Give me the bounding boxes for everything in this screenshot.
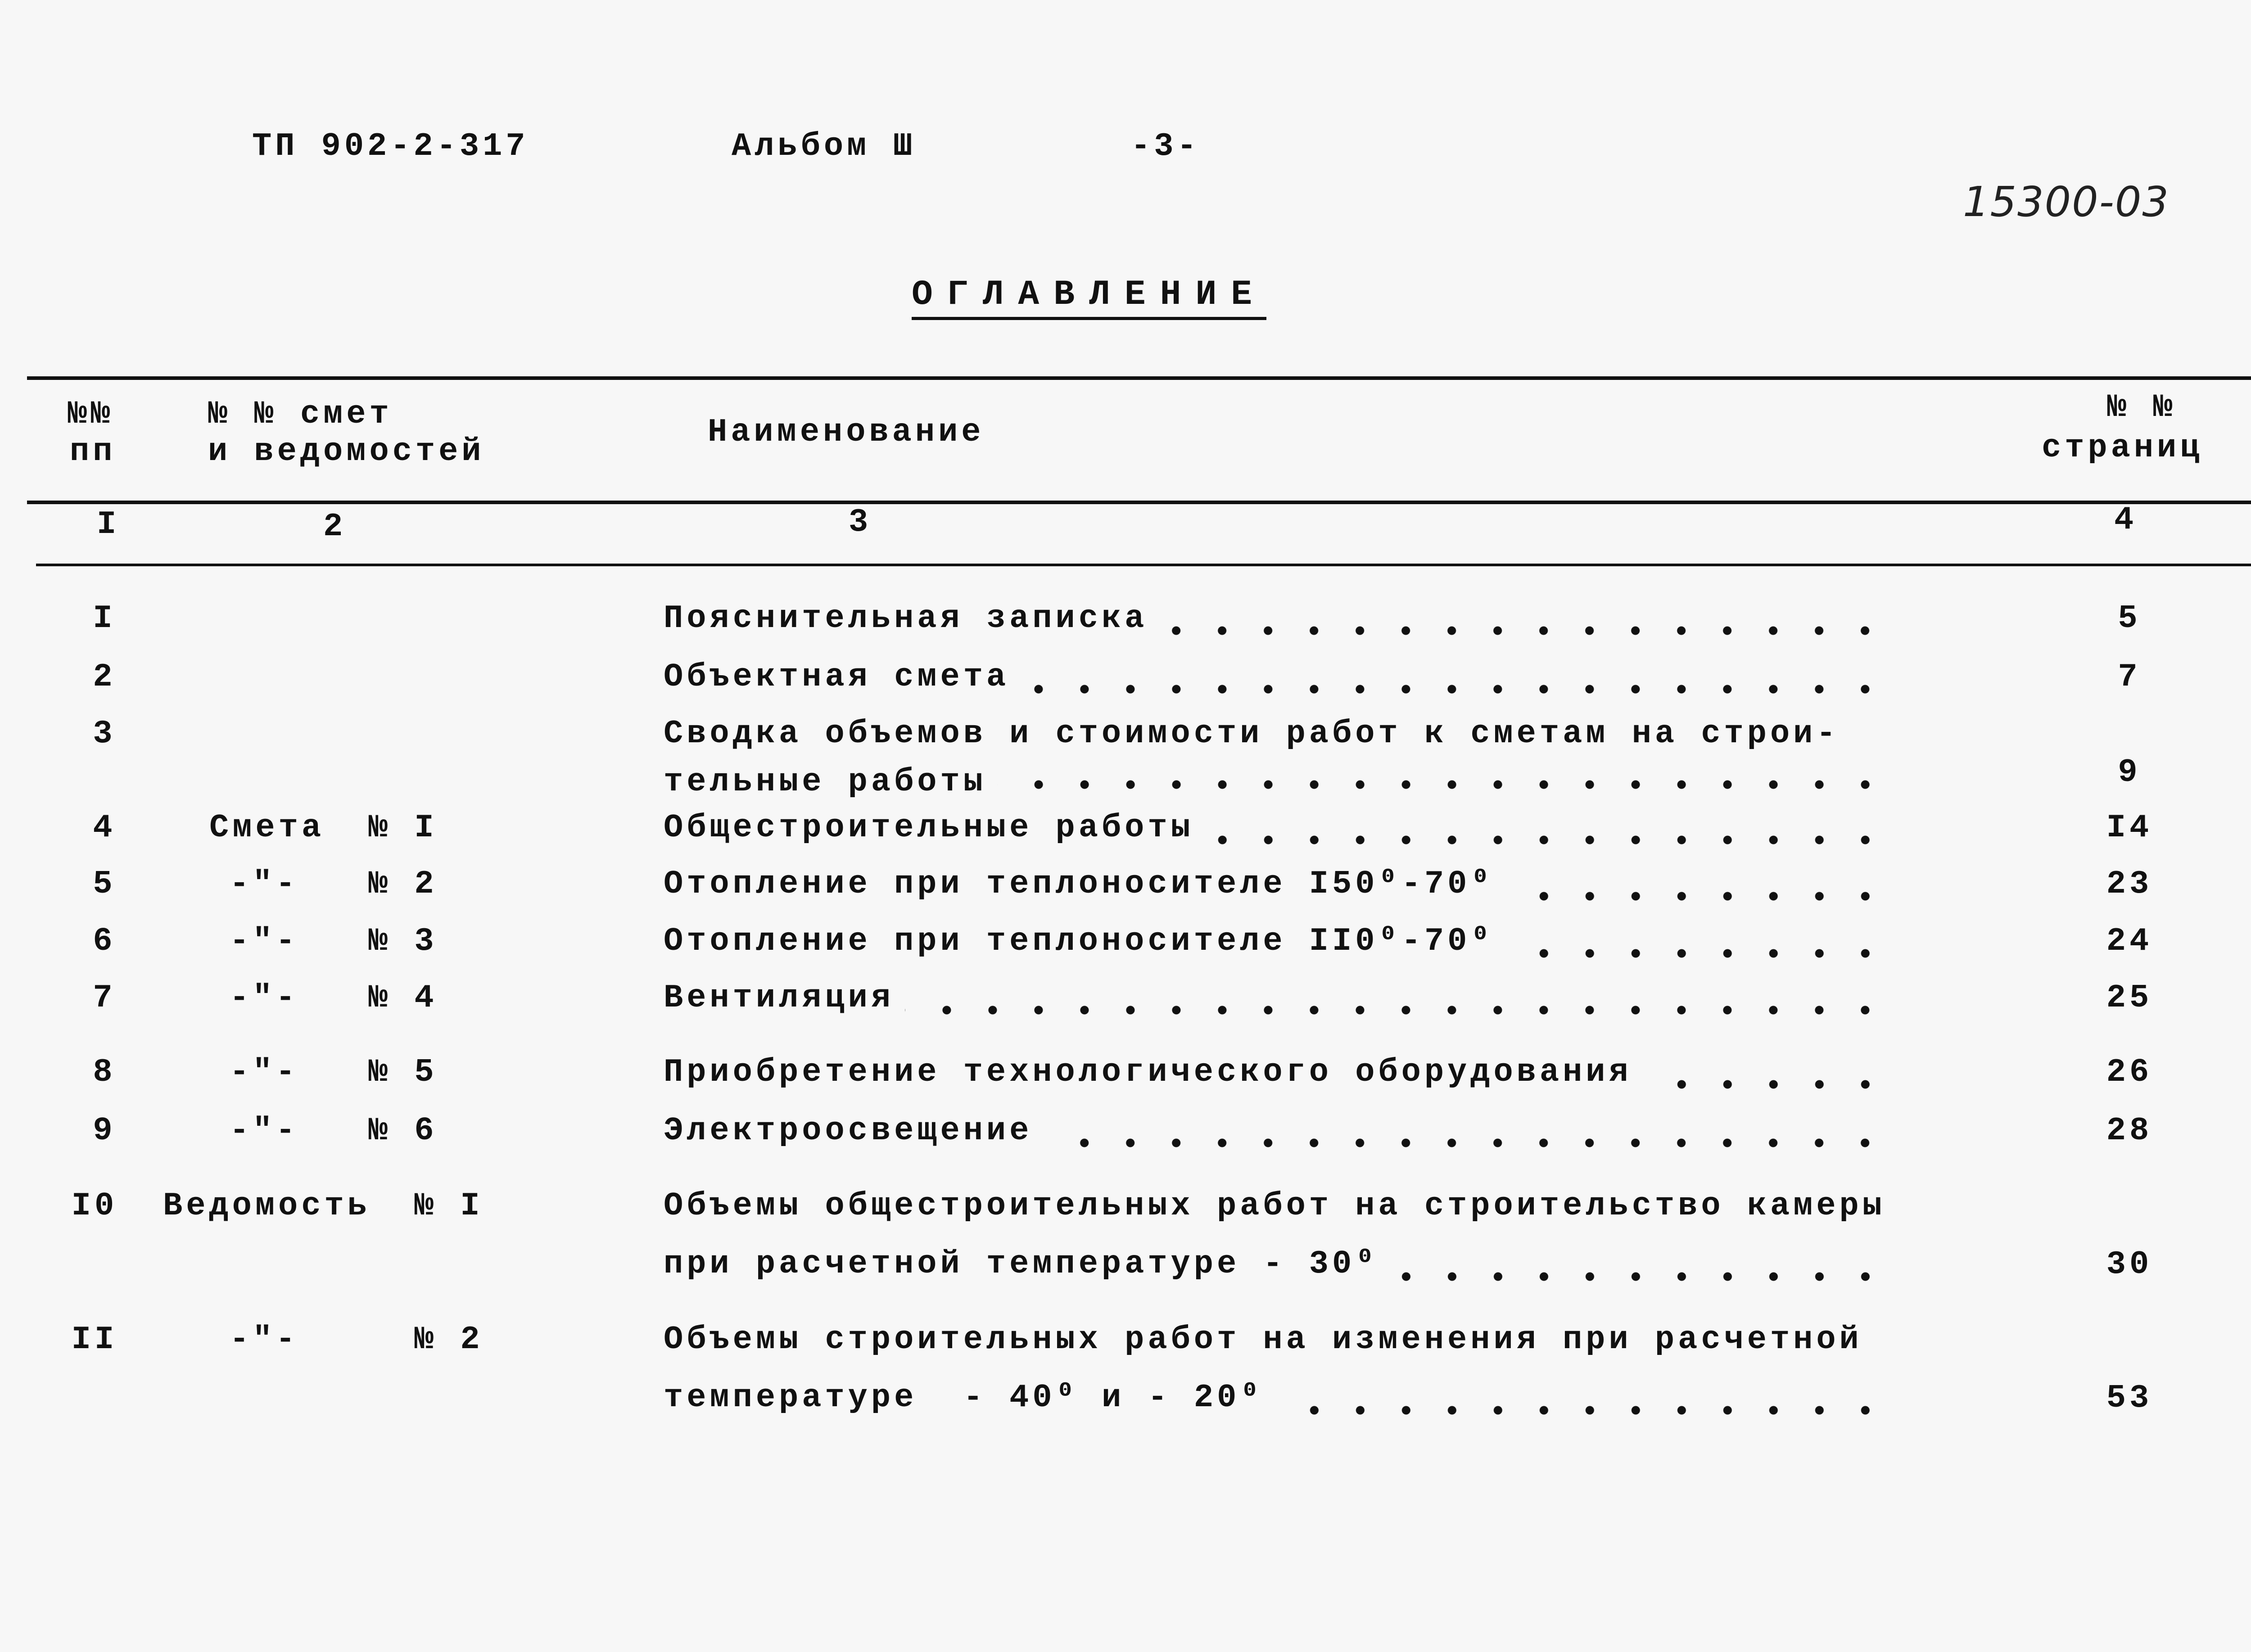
row-number: II [71,1321,118,1358]
project-code: ТП 902-2-317 [252,128,529,165]
row-name-line: при расчетной температуре - 30⁰ [664,1246,1379,1282]
row-doc-number: № 2 [414,1321,484,1358]
row-name-line: Вентиляция [664,979,895,1016]
row-number: I0 [71,1187,118,1224]
header-rule [27,501,2251,504]
col-header-docs-2: и ведомостей [208,433,485,470]
row-name-line: Отопление при теплоносителе II0⁰-70⁰ [664,923,1494,960]
toc-row [0,590,2251,637]
archive-number: 15300-03 [1963,178,2170,226]
row-name [664,590,1888,647]
page-number: -3- [1131,128,1200,165]
toc-row [0,1102,2251,1149]
row-number: 2 [93,659,116,695]
row-page: 7 [2118,659,2141,695]
row-page: 30 [2106,1246,2153,1283]
toc-row [0,799,2251,846]
row-doc-number: № I [368,809,438,846]
row-doc-type: Смета [209,809,325,846]
toc-row [0,648,2251,695]
row-number: 9 [93,1112,116,1149]
row-doc-type: -"- [230,866,299,903]
row-name [664,969,1888,1027]
toc-row [0,1043,2251,1091]
col-header-num-2: пп [70,433,116,470]
row-doc-number: № 2 [368,866,438,903]
row-page: 28 [2106,1112,2153,1149]
row-doc-type: -"- [230,979,299,1016]
table-top-rule [27,376,2251,380]
row-name-line: Отопление при теплоносителе I50⁰-70⁰ [664,866,1494,903]
toc-row [0,969,2251,1016]
row-doc-type: -"- [230,1054,299,1091]
dot-leader [997,778,1888,791]
dot-leader [1205,833,1888,847]
row-name [664,1043,1888,1101]
row-name [664,1311,1888,1427]
row-doc-type: Ведомость [163,1187,371,1224]
col-number-2: 2 [323,508,347,545]
row-number: 8 [93,1054,116,1091]
dot-leader [905,1003,1888,1017]
row-name-line: Электроосвещение [664,1112,1033,1149]
col-header-pages-1: № № [2107,389,2176,426]
row-number: 5 [93,866,116,903]
row-number: 3 [93,715,116,752]
row-name [664,799,1888,857]
row-doc-type: -"- [230,1112,299,1149]
row-name [664,1177,1888,1293]
col-header-docs-1: № № смет [208,396,393,433]
row-doc-type: -"- [230,1321,299,1358]
col-number-1: I [97,506,120,543]
row-name [664,705,1888,801]
dot-leader [1043,1136,1888,1150]
dot-leader [1389,1270,1888,1283]
row-name-line: Сводка объемов и стоимости работ к сметам на строи- [664,715,1840,752]
row-page: 23 [2106,866,2153,903]
row-doc-number: № 4 [368,979,438,1016]
row-doc-number: № I [414,1187,484,1224]
album-label: Альбом Ш [732,128,916,165]
row-doc-number: № 6 [368,1112,438,1149]
row-name-line: Объемы строительных работ на изменения при расчетной [664,1321,1862,1358]
col-header-name: Наименование [708,414,985,451]
row-number: 4 [93,809,116,846]
toc-row [0,1311,2251,1417]
row-name-line: Общестроительные работы [664,809,1194,846]
dot-leader [1643,1078,1888,1091]
dot-leader [1158,624,1888,637]
row-name-line: Приобретение технологического оборудования [664,1054,1632,1091]
row-page: 25 [2106,979,2153,1016]
row-page: I4 [2106,809,2153,846]
col-number-4: 4 [2114,501,2138,538]
col-header-pages-2: страниц [2042,429,2203,466]
row-doc-number: № 3 [368,923,438,960]
dot-leader [1020,682,1888,696]
row-name-line: Пояснительная записка [664,600,1148,637]
toc-row [0,912,2251,960]
col-header-num-1: №№ [68,396,114,433]
row-number: I [93,600,116,637]
row-name [664,855,1888,913]
row-name-line: Объектная смета [664,659,1010,695]
row-number: 6 [93,923,116,960]
row-page: 24 [2106,923,2153,960]
row-page: 9 [2118,754,2141,791]
row-name [664,1102,1888,1160]
toc-row [0,1177,2251,1283]
row-doc-number: № 5 [368,1054,438,1091]
row-page: 5 [2118,600,2141,637]
page-title: ОГЛАВЛЕНИЕ [912,275,1266,320]
dot-leader [1274,1404,1888,1417]
row-name-line: температуре - 40⁰ и - 20⁰ [664,1379,1263,1416]
row-page: 26 [2106,1054,2153,1091]
dot-leader [1505,889,1888,903]
row-name [664,648,1888,706]
dot-leader [1505,947,1888,960]
toc-row [0,705,2251,800]
row-doc-type: -"- [230,923,299,960]
row-name-line: тельные работы [664,763,986,800]
toc-row [0,855,2251,903]
row-name-line: Объемы общестроительных работ на строительство камеры [664,1187,1885,1224]
row-number: 7 [93,979,116,1016]
row-page: 53 [2106,1380,2153,1417]
row-name [664,912,1888,970]
col-number-3: 3 [849,504,872,541]
column-number-rule [36,564,2251,566]
